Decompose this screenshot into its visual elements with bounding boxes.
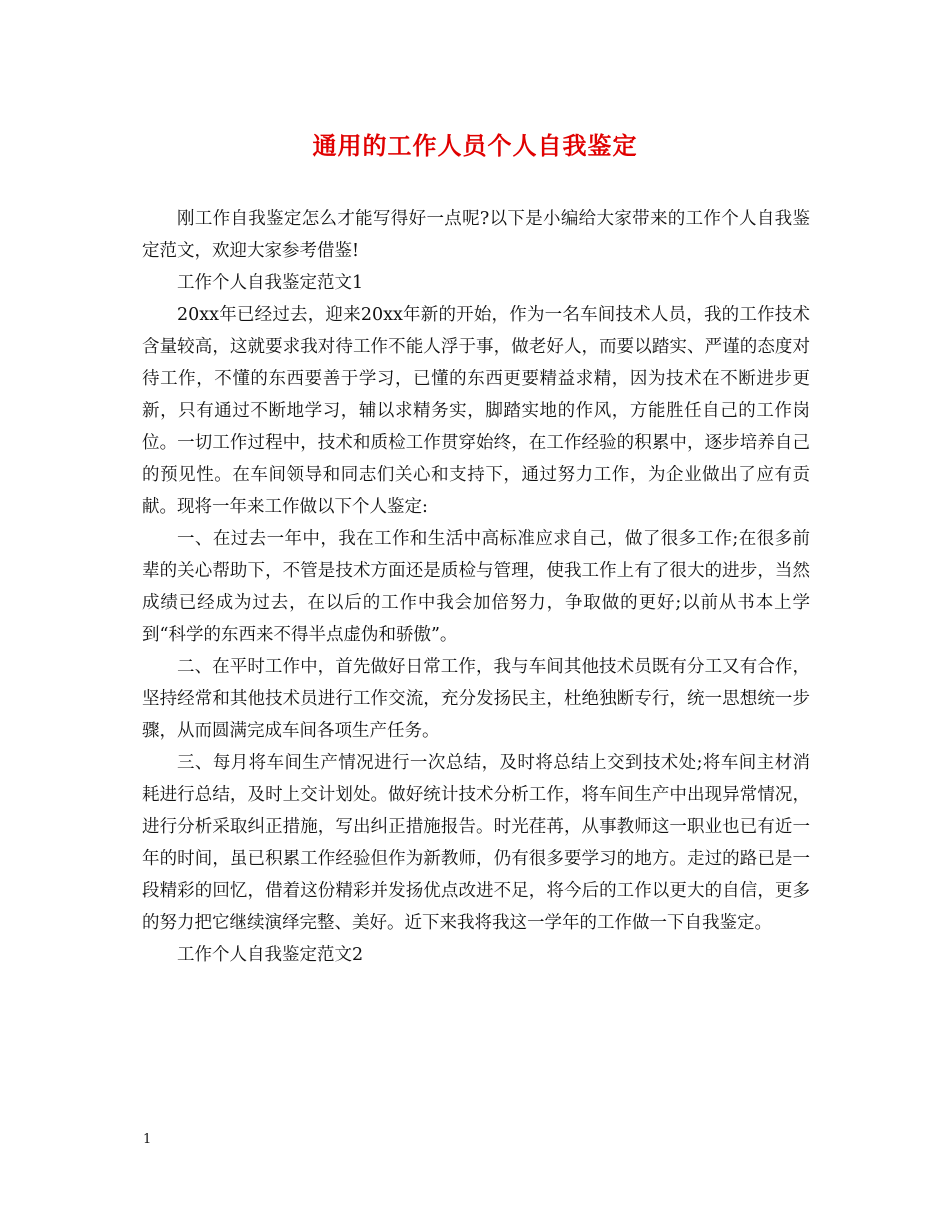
document-title: 通用的工作人员个人自我鉴定: [312, 132, 638, 160]
document-body: [142, 203, 810, 971]
page-number: 1: [143, 1132, 152, 1147]
section-heading-2: 工作个人自我鉴定范文2: [177, 945, 364, 965]
paragraph-point-1: 一、在过去一年中，我在工作和生活中高标准应求自己，做了很多工作;在很多前辈的关心帮助下，不管是技术方面还是质检与管理，使我工作上有了很大的进步，当然成绩已经成为过去，在以后的工作中我会加倍努力，争取做的更好;以前从书本上学到“科学的东西来不得半点虚伪和骄傲”。: [142, 529, 810, 645]
paragraph-intro: 刚工作自我鉴定怎么才能写得好一点呢?以下是小编给大家带来的工作个人自我鉴定范文，欢迎大家参考借鉴!: [142, 209, 810, 261]
section-heading-1: 工作个人自我鉴定范文1: [177, 273, 364, 293]
paragraph-summary: 20xx年已经过去，迎来20xx年新的开始，作为一名车间技术人员，我的工作技术含量较高，这就要求我对待工作不能人浮于事，做老好人，而要以踏实、严谨的态度对待工作，不懂的东西要善于学习，已懂的东西更要精益求精，因为技术在不断进步更新，只有通过不断地学习，辅以求精务实，脚踏实地的作风，方能胜任自己的工作岗位。一切工作过程中，技术和质检工作贯穿始终，在工作经验的积累中，逐步培养自己的预见性。在车间领导和同志们关心和支持下，通过努力工作，为企业做出了应有贡献。现将一年来工作做以下个人鉴定:: [142, 305, 810, 517]
paragraph-point-2: 二、在平时工作中，首先做好日常工作，我与车间其他技术员既有分工又有合作，坚持经常和其他技术员进行工作交流，充分发扬民主，杜绝独断专行，统一思想统一步骤，从而圆满完成车间各项生产任务。: [142, 657, 810, 741]
paragraph-point-3: 三、每月将车间生产情况进行一次总结，及时将总结上交到技术处;将车间主材消耗进行总结，及时上交计划处。做好统计技术分析工作，将车间生产中出现异常情况，进行分析采取纠正措施，写出纠正措施报告。时光荏苒，从事教师这一职业也已有近一年的时间，虽已积累工作经验但作为新教师，仍有很多要学习的地方。走过的路已是一段精彩的回忆，借着这份精彩并发扬优点改进不足，将今后的工作以更大的自信，更多的努力把它继续演绎完整、美好。近下来我将我这一学年的工作做一下自我鉴定。: [142, 753, 810, 933]
